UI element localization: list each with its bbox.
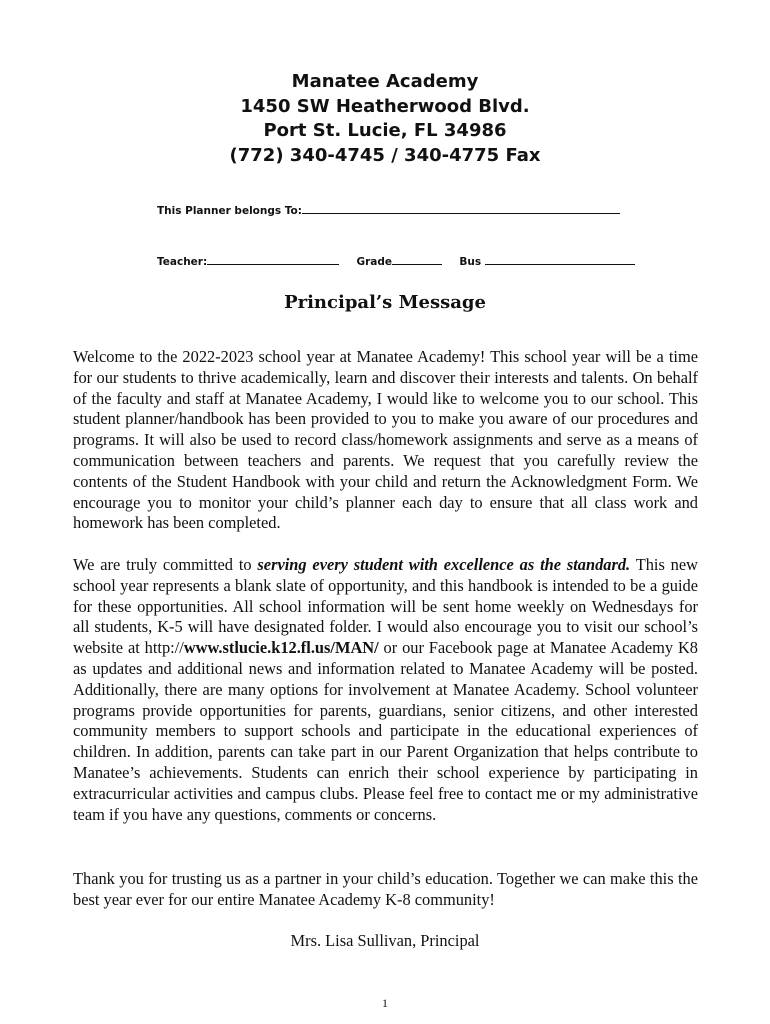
school-name: Manatee Academy [291, 71, 479, 92]
message-paragraph-1: Welcome to the 2022-2023 school year at Manatee Academy! This school year will be a time for our students to thrive academically, learn and discover their interests and talents. On behalf of the faculty and staff at Manatee Academy, I would like to welcome you to our school. This student planner/handbook has been provided to you to make you aware of our procedures and programs. It will also be used to record class/homework assignments and serve as a means of communication between teachers and parents. We request that you carefully review the contents of the Student Handbook with your child and return the Acknowledgment Form. We encourage you to monitor your child’s planner each day to ensure that all class work and homework has been completed. [73, 347, 698, 533]
bus-label: Bus [459, 256, 482, 268]
principal-signature: Mrs. Lisa Sullivan, Principal [290, 931, 480, 950]
p2-mid: This new school year represents a blank slate of opportunity, and this handbook is intended to be a guide for these opportunities. All school information will be sent home weekly on Wednesdays for all students, K-5 will have designated folder. I would also encourage you to visit our school’s website at http:// [73, 555, 698, 658]
p2-emphasis: serving every student with excellence as the standard. [257, 555, 631, 574]
teacher-label: Teacher: [157, 256, 208, 268]
planner-owner-line [157, 203, 620, 217]
page-number: 1 [382, 996, 388, 1010]
planner-owner-blank [302, 203, 620, 214]
grade-label: Grade [356, 256, 393, 268]
message-paragraph-2 [73, 555, 698, 825]
bus-blank [485, 254, 635, 265]
school-website-link[interactable]: www.stlucie.k12.fl.us/MAN/ [183, 638, 379, 658]
message-title: Principal’s Message [284, 292, 486, 313]
p2-end: or our Facebook page at Manatee Academy K8 as updates and additional news and information related to Manatee Academy will be posted. Additionally, there are many options for involvement at Manatee Academy. School volunteer programs provide opportunities for parents, guardians, senior citizens, and other interested community members to support schools and participate in the educational experiences of children. In addition, parents can take part in our Parent Organization that helps contribute to Manatee’s achievements. Students can enrich their school experience by participating in extracurricular activities and campus clubs. Please feel free to contact me or my administrative team if you have any questions, comments or concerns. [73, 638, 698, 824]
planner-owner-label: This Planner belongs To: [157, 205, 302, 217]
grade-blank [392, 254, 442, 265]
student-info-line [157, 254, 635, 268]
teacher-blank [207, 254, 339, 265]
school-city: Port St. Lucie, FL 34986 [263, 120, 507, 141]
message-paragraph-3: Thank you for trusting us as a partner in your child’s education. Together we can make this the best year ever for our entire Manatee Academy K-8 community! [73, 869, 698, 909]
school-phone: (772) 340-4745 / 340-4775 Fax [229, 144, 541, 166]
school-header [0, 70, 770, 168]
p2-lead: We are truly committed to [73, 555, 258, 574]
school-address: 1450 SW Heatherwood Blvd. [240, 95, 530, 117]
